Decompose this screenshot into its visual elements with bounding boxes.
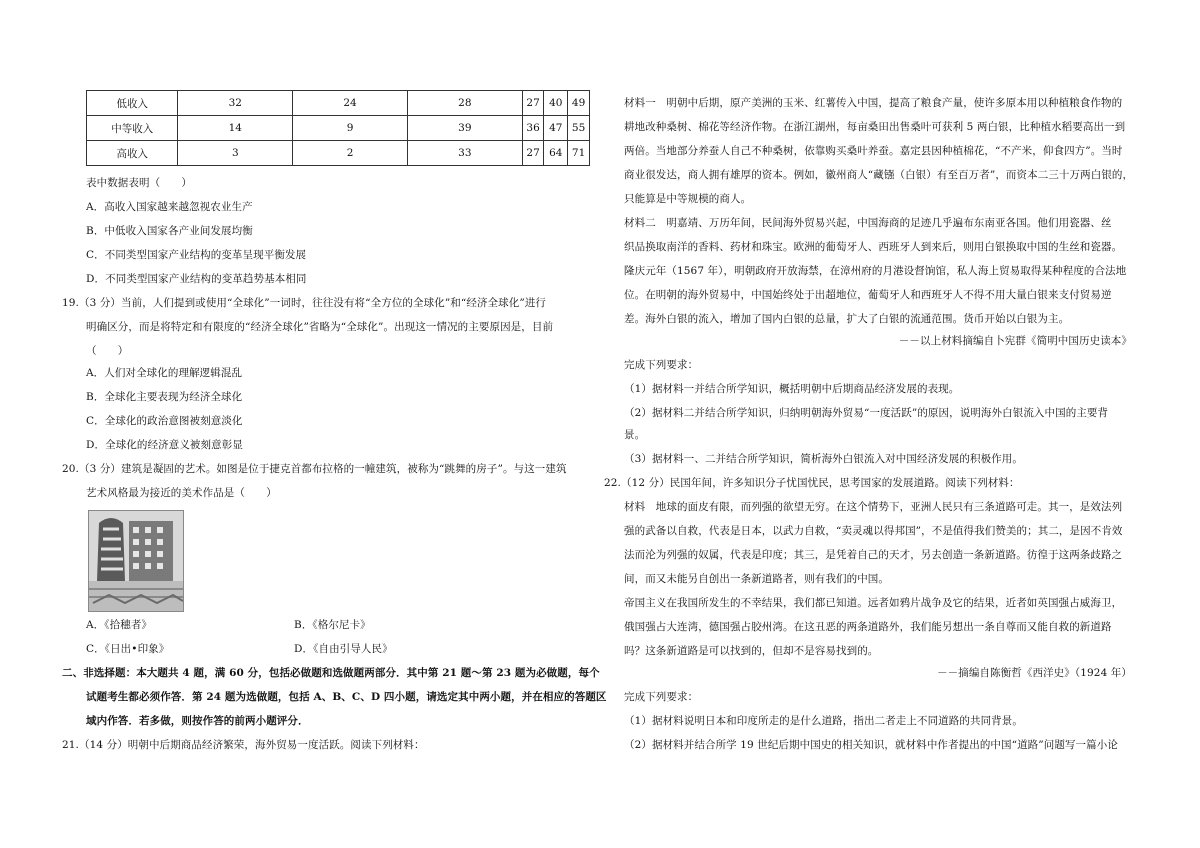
table-row bbox=[87, 116, 590, 141]
q20-option-d: D．《自由引导人民》 bbox=[294, 643, 393, 655]
material2-line2: 织品换取南洋的香料、药材和珠宝。欧洲的葡萄牙人、西班牙人到来后，则用白银换取中国的生丝和瓷器。 bbox=[624, 241, 1123, 253]
row-label: 高收入 bbox=[87, 141, 178, 166]
q19-stem-line1: 19.（3 分）当前，人们提到或使用“全球化”一词时，往往没有将“全方位的全球化”和“经济全球化”进行 bbox=[62, 297, 547, 309]
row-label: 中等收入 bbox=[87, 116, 178, 141]
q21-requirements: 完成下列要求： bbox=[624, 359, 699, 371]
q22-material-line3: 法而沦为列强的奴属，代表是印度；其三，是凭着自己的天才，另去创造一条新道路。彷徨于这两条歧路之 bbox=[624, 549, 1123, 561]
table-cell: 27 bbox=[522, 91, 544, 116]
q20-stem-line2: 艺术风格最为接近的美术作品是（ ） bbox=[86, 487, 277, 499]
material1-line3: 两倍。当地部分养蚕人自己不种桑树，依靠购买桑叶养蚕。嘉定县因种植棉花，“不产米，仰食四方”。当时 bbox=[624, 145, 1123, 157]
q18-stem: 表中数据表明（ ） bbox=[86, 177, 192, 189]
q19-option-b: B．全球化主要表现为经济全球化 bbox=[86, 391, 243, 403]
q21-part2-line2: 景。 bbox=[624, 429, 646, 441]
table-cell: 32 bbox=[178, 91, 293, 116]
material1-line2: 耕地改种桑树、棉花等经济作物。在浙江湖州，每亩桑田出售桑叶可获利 5 两白银，比种植水稻要高出一到 bbox=[624, 121, 1126, 133]
q19-option-a: A．人们对全球化的理解逻辑混乱 bbox=[86, 367, 243, 379]
dancing-house-image bbox=[88, 510, 184, 612]
table-cell: 40 bbox=[544, 91, 568, 116]
table-cell: 49 bbox=[568, 91, 590, 116]
table-row bbox=[87, 141, 590, 166]
table-cell: 24 bbox=[293, 91, 408, 116]
row-label: 低收入 bbox=[87, 91, 178, 116]
table-cell: 39 bbox=[407, 116, 522, 141]
q22-source: －－摘编自陈衡哲《西洋史》（1924 年） bbox=[937, 667, 1132, 679]
table-cell: 47 bbox=[544, 116, 568, 141]
q22-material-line1: 材料 地球的面皮有限，而列强的欲望无穷。在这个情势下，亚洲人民只有三条道路可走。其一，是效法列 bbox=[624, 501, 1123, 513]
material1-line4: 商业很发达，商人拥有雄厚的资本。例如，徽州商人“藏镪（白银）有至百万者”，而资本二三十万两白银的， bbox=[624, 169, 1134, 181]
q18-option-c: C．不同类型国家产业结构的变革呈现平衡发展 bbox=[86, 249, 307, 261]
q19-option-c: C．全球化的政治意图被刻意淡化 bbox=[86, 415, 243, 427]
q22-material-line2: 强的武备以自救，代表是日本，以武力自救，“卖灵魂以得邦国”，不是值得我们赞美的；其二，是因不肯效 bbox=[624, 525, 1123, 537]
table-cell: 55 bbox=[568, 116, 590, 141]
material2-line4: 位。在明朝的海外贸易中，中国始终处于出超地位，葡萄牙人和西班牙人不得不用大量白银来支付贸易逆 bbox=[624, 289, 1112, 301]
q22-material-line4: 间，而又未能另自创出一条新道路者，则有我们的中国。 bbox=[624, 573, 889, 585]
material2-line5: 差。海外白银的流入，增加了国内白银的总量，扩大了白银的流通范围。货币开始以白银为主。 bbox=[624, 313, 1070, 325]
table-cell: 28 bbox=[407, 91, 522, 116]
table-cell: 27 bbox=[522, 141, 544, 166]
q21-stem: 21.（14 分）明朝中后期商品经济繁荣，海外贸易一度活跃。阅读下列材料： bbox=[62, 739, 425, 751]
material-source: －－以上材料摘编自卜宪群《简明中国历史读本》 bbox=[898, 335, 1132, 347]
table-row bbox=[87, 91, 590, 116]
material2-line3: 隆庆元年（1567 年），明朝政府开放海禁，在漳州府的月港设督饷馆，私人海上贸易取得某种程度的合法地 bbox=[624, 265, 1127, 277]
q21-part2-line1: （2）据材料二并结合所学知识，归纳明朝海外贸易“一度活跃”的原因，说明海外白银流入中国的主要背 bbox=[624, 407, 1109, 419]
section2-instructions-line2: 试题考生都必须作答．第 24 题为选做题，包括 A、B、C、D 四小题，请选定其中两小题，并在相应的答题区 bbox=[86, 691, 607, 703]
q18-option-b: B．中低收入国家各产业间发展均衡 bbox=[86, 225, 253, 237]
table-cell: 3 bbox=[178, 141, 293, 166]
q22-material-line5: 帝国主义在我国所发生的不幸结果，我们都已知道。远者如鸦片战争及它的结果，近者如英国强占威海卫， bbox=[624, 597, 1123, 609]
section2-instructions-line3: 域内作答．若多做，则按作答的前两小题评分． bbox=[86, 715, 309, 727]
q18-option-a: A．高收入国家越来越忽视农业生产 bbox=[86, 201, 253, 213]
q22-part1: （1）据材料说明日本和印度所走的是什么道路，指出二者走上不同道路的共同背景。 bbox=[624, 715, 1023, 727]
table-cell: 71 bbox=[568, 141, 590, 166]
table-cell: 14 bbox=[178, 116, 293, 141]
q20-option-b: B．《格尔尼卡》 bbox=[294, 619, 371, 631]
material1-line5: 只能算是中等规模的商人。 bbox=[624, 193, 752, 205]
table-cell: 9 bbox=[293, 116, 408, 141]
q20-option-a: A．《拾穗者》 bbox=[86, 619, 153, 631]
material2-line1: 材料二 明嘉靖、万历年间，民间海外贸易兴起，中国海商的足迹几乎遍布东南亚各国。他们用瓷器、丝 bbox=[624, 217, 1112, 229]
q19-stem-line3: （ ） bbox=[86, 345, 129, 357]
q19-option-d: D．全球化的经济意义被刻意彰显 bbox=[86, 439, 243, 451]
table-cell: 33 bbox=[407, 141, 522, 166]
q21-part1: （1）据材料一并结合所学知识，概括明朝中后期商品经济发展的表现。 bbox=[624, 383, 960, 395]
table-cell: 36 bbox=[522, 116, 544, 141]
q19-stem-line2: 明确区分，而是将特定和有限度的“经济全球化”省略为“全球化”。出现这一情况的主要原因是，目前 bbox=[86, 321, 554, 333]
data-table bbox=[86, 90, 590, 166]
table-cell: 2 bbox=[293, 141, 408, 166]
q21-part3: （3）据材料一、二并结合所学知识，简析海外白银流入对中国经济发展的积极作用。 bbox=[624, 453, 1023, 465]
section2-instructions-line1: 二、非选择题：本大题共 4 题，满 60 分，包括必做题和选做题两部分．其中第 21 题～第 23 题为必做题，每个 bbox=[62, 667, 600, 679]
q22-stem: 22.（12 分）民国年间，许多知识分子忧国忧民，思考国家的发展道路。阅读下列材料： bbox=[604, 477, 1020, 489]
material1-line1: 材料一 明朝中后期，原产美洲的玉米、红薯传入中国，提高了粮食产量，使许多原本用以种植粮食作物的 bbox=[624, 97, 1123, 109]
q22-material-line6: 俄国强占大连湾，德国强占胶州湾。在这丑恶的两条道路外，我们能另想出一条自尊而又能自救的新道路 bbox=[624, 621, 1112, 633]
q20-option-c: C．《日出•印象》 bbox=[86, 643, 170, 655]
q22-part2: （2）据材料并结合所学 19 世纪后期中国史的相关知识，就材料中作者提出的中国“道路”问题写一篇小论 bbox=[624, 739, 1118, 751]
q20-stem-line1: 20.（3 分）建筑是凝固的艺术。如图是位于捷克首都布拉格的一幢建筑，被称为“跳舞的房子”。与这一建筑 bbox=[62, 463, 567, 475]
q22-material-line7: 吗？这条新道路是可以找到的，但却不是容易找到的。 bbox=[624, 645, 879, 657]
table-cell: 64 bbox=[544, 141, 568, 166]
q22-requirements: 完成下列要求： bbox=[624, 691, 699, 703]
q18-option-d: D．不同类型国家产业结构的变革趋势基本相同 bbox=[86, 273, 307, 285]
